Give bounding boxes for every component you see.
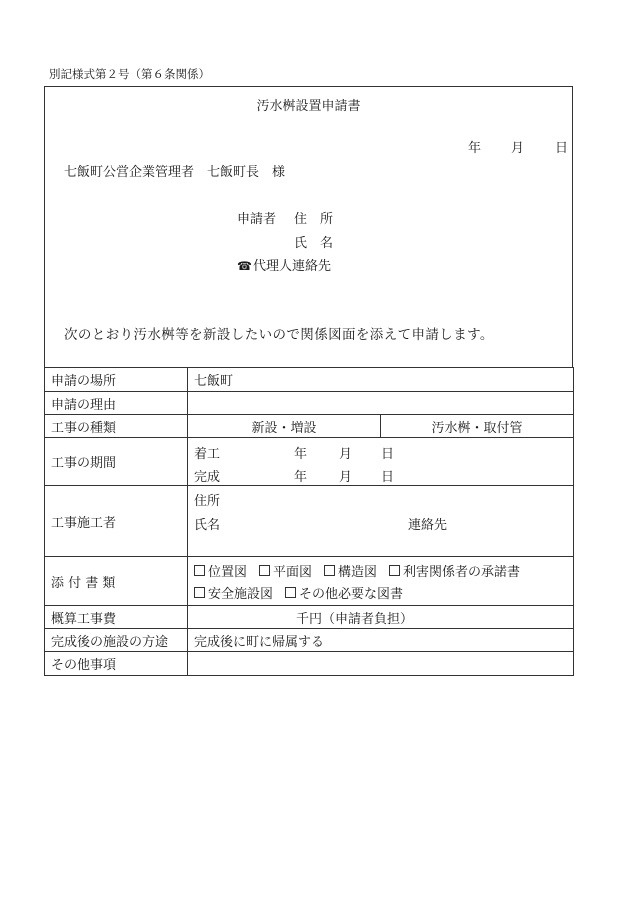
- attachment-structure-drawing[interactable]: [324, 561, 377, 580]
- contractor-label: 工事施工者: [45, 486, 188, 557]
- attachment-label: 安全施設図: [208, 586, 274, 602]
- attachment-label: その他必要な図書: [299, 586, 404, 602]
- attachment-consent-form[interactable]: [389, 561, 520, 580]
- work-type-option-basin[interactable]: 汚水桝・取付管: [381, 415, 574, 438]
- period-start-month: 月: [339, 447, 353, 462]
- attachment-plan-view[interactable]: [259, 561, 312, 580]
- period-label: 工事の期間: [45, 438, 188, 486]
- date-day: 日: [555, 141, 569, 156]
- checkbox-icon[interactable]: [285, 587, 296, 598]
- application-header-frame: [44, 86, 573, 368]
- period-end-day: 日: [381, 470, 395, 485]
- period-start-day: 日: [381, 447, 395, 462]
- cost-value[interactable]: 千円（申請者負担）: [188, 606, 574, 629]
- attachment-label: 位置図: [208, 564, 248, 580]
- reason-value[interactable]: [188, 392, 574, 415]
- checkbox-icon[interactable]: [194, 565, 205, 576]
- work-type-label: 工事の種類: [45, 415, 188, 438]
- attachment-location-map[interactable]: [194, 561, 247, 580]
- location-label: 申請の場所: [45, 368, 188, 392]
- period-end-label: 完成: [194, 470, 221, 485]
- method-value[interactable]: 完成後に町に帰属する: [188, 629, 574, 652]
- applicant-address-label: 住 所: [294, 212, 334, 227]
- checkbox-icon[interactable]: [259, 565, 270, 576]
- contractor-value[interactable]: [188, 486, 574, 557]
- table-row-work-type: [45, 415, 574, 438]
- reason-label: 申請の理由: [45, 392, 188, 415]
- document-title: 汚水桝設置申請書: [256, 99, 361, 114]
- application-statement: 次のとおり汚水桝等を新設したいので関係図面を添えて申請します。: [64, 327, 494, 343]
- period-start-label: 着工: [194, 447, 221, 462]
- period-value[interactable]: [188, 438, 574, 486]
- table-row-cost: [45, 606, 574, 629]
- checkbox-icon[interactable]: [389, 565, 400, 576]
- form-number: 別記様式第２号（第６条関係）: [49, 67, 210, 81]
- table-row-attachments: [45, 557, 574, 606]
- other-label: その他事項: [45, 652, 188, 676]
- addressee: 七飯町公営企業管理者 七飯町長 様: [64, 165, 286, 180]
- location-value[interactable]: 七飯町: [188, 368, 574, 392]
- applicant-label: 申請者: [237, 212, 277, 227]
- other-value[interactable]: [188, 652, 574, 676]
- attachment-label: 平面図: [273, 564, 313, 580]
- contractor-name-label: 氏名: [194, 518, 221, 533]
- checkbox-icon[interactable]: [324, 565, 335, 576]
- attachment-label: 構造図: [338, 564, 378, 580]
- agent-contact-label: 代理人連絡先: [252, 259, 331, 274]
- period-start-year: 年: [294, 447, 308, 462]
- telephone-icon: ☎: [237, 259, 252, 273]
- contractor-contact-label: 連絡先: [408, 518, 448, 533]
- work-type-option-new[interactable]: 新設・増設: [188, 415, 381, 438]
- attachment-safety-drawing[interactable]: [194, 583, 273, 602]
- table-row-contractor: [45, 486, 574, 557]
- table-row-other: [45, 652, 574, 676]
- attachments-label: 添 付 書 類: [45, 557, 188, 606]
- attachment-label: 利害関係者の承諾書: [403, 564, 521, 580]
- application-table: [44, 367, 574, 676]
- method-label: 完成後の施設の方途: [45, 629, 188, 652]
- checkbox-icon[interactable]: [194, 587, 205, 598]
- contractor-address-label: 住所: [194, 494, 221, 509]
- applicant-name-label: 氏 名: [294, 236, 334, 251]
- table-row-method: [45, 629, 574, 652]
- table-row-period: [45, 438, 574, 486]
- cost-label: 概算工事費: [45, 606, 188, 629]
- period-end-year: 年: [294, 470, 308, 485]
- date-month: 月: [511, 141, 525, 156]
- attachment-other-documents[interactable]: [285, 583, 403, 602]
- table-row-reason: [45, 392, 574, 415]
- date-year: 年: [468, 141, 482, 156]
- attachments-value: [188, 557, 574, 606]
- period-end-month: 月: [339, 470, 353, 485]
- table-row-location: [45, 368, 574, 392]
- agent-contact: [237, 255, 331, 274]
